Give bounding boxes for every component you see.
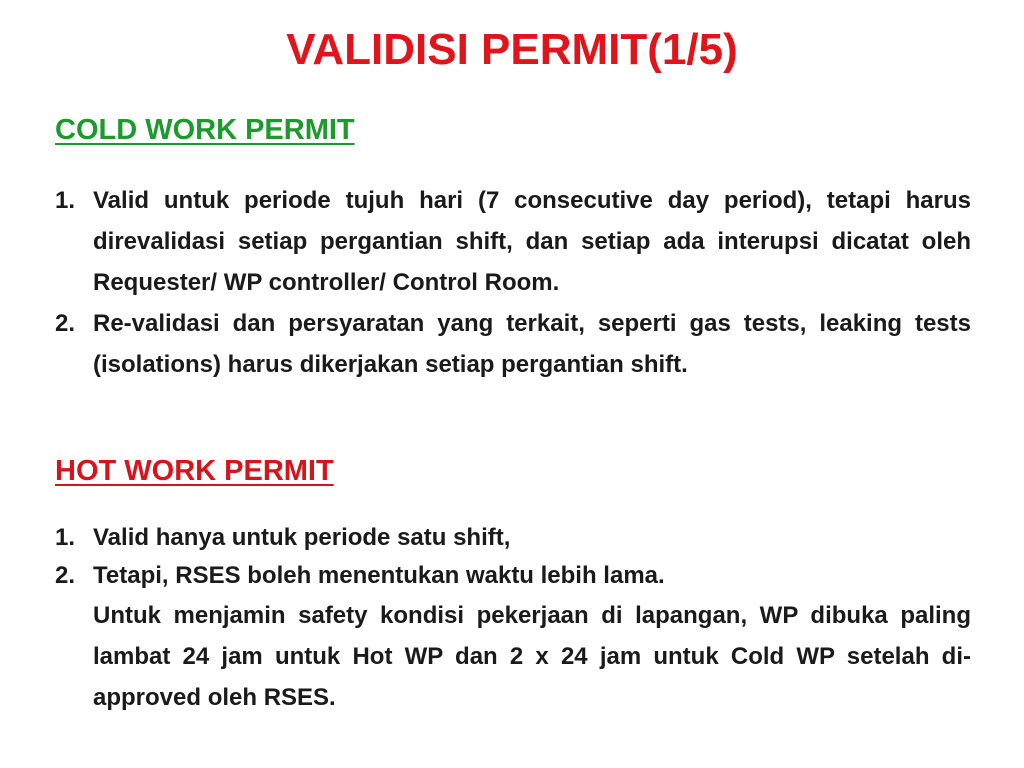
list-item-number: 1.	[55, 187, 76, 214]
list-item-text: Re-validasi dan persyaratan yang terkait, seperti gas tests, leaking tests (isolations) harus dikerjakan setiap pergantian shift.	[93, 310, 971, 378]
cold-work-permit-heading: COLD WORK PERMIT	[55, 114, 355, 146]
list-item-text: Valid hanya untuk periode satu shift,	[93, 524, 511, 551]
list-item-text: Valid untuk periode tujuh hari (7 consecutive day period), tetapi harus direvalidasi setiap pergantian shift, dan setiap ada interupsi dicatat oleh Requester/ WP controller/ Control Room.	[93, 187, 971, 296]
list-item	[55, 303, 971, 385]
slide-title: VALIDISI PERMIT(1/5)	[286, 25, 738, 74]
hot-work-permit-heading: HOT WORK PERMIT	[55, 455, 334, 487]
list-item	[55, 180, 971, 303]
cold-work-permit-list	[55, 180, 971, 385]
list-item	[55, 557, 971, 595]
list-item-number: 2.	[55, 310, 76, 337]
list-item	[55, 519, 971, 557]
list-item-text: Tetapi, RSES boleh menentukan waktu lebih lama.	[93, 562, 665, 589]
hot-work-permit-paragraph: Untuk menjamin safety kondisi pekerjaan di lapangan, WP dibuka paling lambat 24 jam untuk Hot WP dan 2 x 24 jam untuk Cold WP setelah di-approved oleh RSES.	[93, 602, 971, 711]
hot-work-permit-list	[55, 519, 971, 718]
list-item-number: 1.	[55, 524, 76, 551]
list-item-number: 2.	[55, 562, 76, 589]
